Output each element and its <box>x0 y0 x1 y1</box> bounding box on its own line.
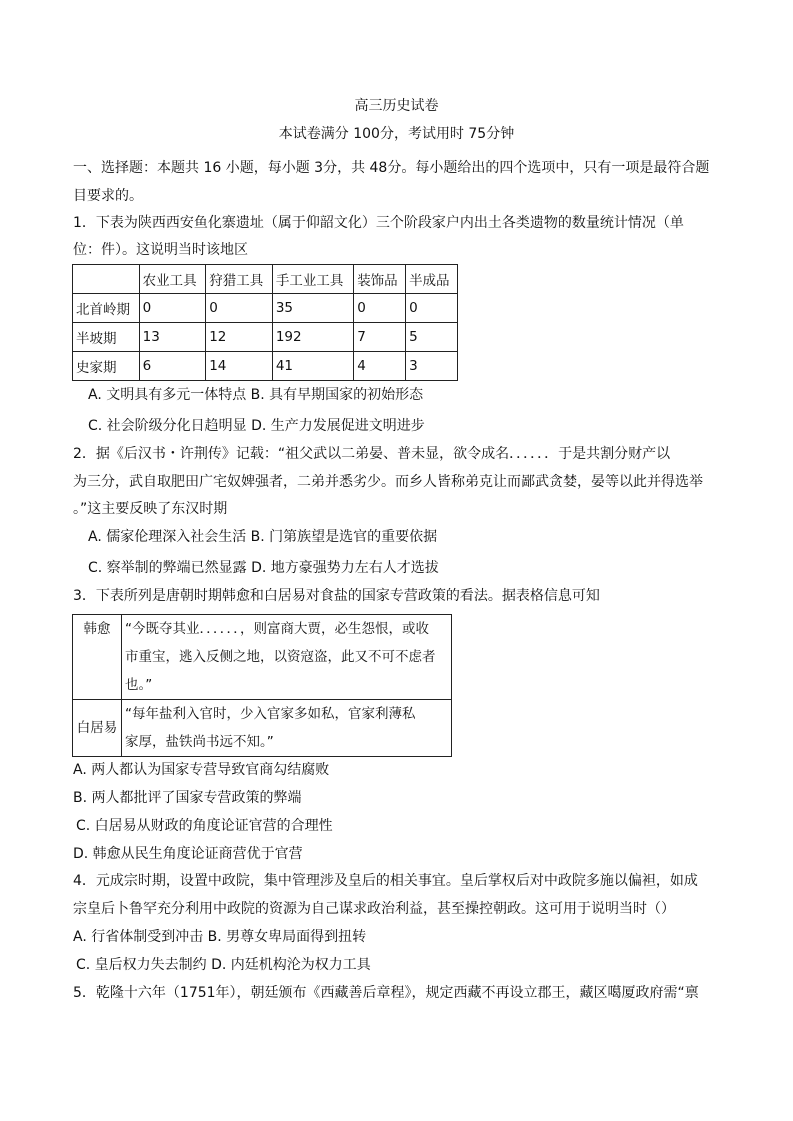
table-cell: 0 <box>139 294 206 323</box>
table-cell: 41 <box>272 352 353 381</box>
q3-option-b: B. 两人都批评了国家专营政策的弊端 <box>73 790 302 806</box>
table-cell: 7 <box>354 323 406 352</box>
table-cell: 0 <box>206 294 273 323</box>
q2-stem-line1: 2．据《后汉书・许荆传》记载：“祖父武以二弟晏、普未显，欲令成名．．．．．．于是共割分财产以 <box>73 446 671 462</box>
table-header-row <box>73 265 458 294</box>
table-cell: 半坡期 <box>73 323 140 352</box>
q3-stem: 3．下表所列是唐朝时期韩愈和白居易对食盐的国家专营政策的看法。据表格信息可知 <box>73 588 600 604</box>
table-cell: 12 <box>206 323 273 352</box>
table-cell: 半成品 <box>406 265 458 294</box>
table-cell: 192 <box>272 323 353 352</box>
table-cell: 5 <box>406 323 458 352</box>
section-instruction-line1: 一、选择题：本题共 16 小题，每小题 3分，共 48分。每小题给出的四个选项中，只有一项是最符合题 <box>73 160 710 176</box>
table-cell: 13 <box>139 323 206 352</box>
q4-stem-line1: 4．元成宗时期，设置中政院，集中管理涉及皇后的相关事宜。皇后掌权后对中政院多施以偏袒，如成 <box>73 873 698 889</box>
q2-options-cd: C. 察举制的弊端已然显露 D. 地方豪强势力左右人才选拔 <box>88 560 439 576</box>
q2-options-ab: A. 儒家伦理深入社会生活 B. 门第族望是选官的重要依据 <box>88 529 438 545</box>
q2-stem-line2: 为三分，武自取肥田广宅奴婢强者，二弟并悉劣少。而乡人皆称弟克让而鄙武贪婪，晏等以此并得选举 <box>73 474 703 490</box>
table-cell: 装饰品 <box>354 265 406 294</box>
table-cell: 35 <box>272 294 353 323</box>
exam-subtitle: 本试卷满分 100分，考试用时 75分钟 <box>278 126 515 142</box>
table-cell: 3 <box>406 352 458 381</box>
table-row <box>73 294 458 323</box>
q3-option-d: D. 韩愈从民生角度论证商营优于官营 <box>73 846 303 862</box>
exam-title: 高三历史试卷 <box>354 98 439 114</box>
quote-line: 市重宝，逃入反侧之地，以资寇盗，此又不可不虑者 <box>125 649 436 665</box>
table-row <box>73 615 452 700</box>
table-cell: 0 <box>354 294 406 323</box>
table-cell-quote <box>122 700 452 757</box>
q3-table <box>72 614 452 757</box>
table-cell: 0 <box>406 294 458 323</box>
table-cell: 农业工具 <box>139 265 206 294</box>
table-cell: 北首岭期 <box>73 294 140 323</box>
q1-stem-line1: 1．下表为陕西西安鱼化寨遗址（属于仰韶文化）三个阶段家户内出土各类遗物的数量统计情况（单 <box>73 215 684 231</box>
table-cell <box>73 265 140 294</box>
table-row <box>73 323 458 352</box>
table-row <box>73 352 458 381</box>
table-cell-name: 韩愈 <box>73 615 122 700</box>
q1-options-ab: A. 文明具有多元一体特点 B. 具有早期国家的初始形态 <box>88 387 424 403</box>
table-cell: 狩猎工具 <box>206 265 273 294</box>
table-cell: 6 <box>139 352 206 381</box>
table-row <box>73 700 452 757</box>
table-cell-name: 白居易 <box>73 700 122 757</box>
q1-table <box>72 264 458 381</box>
q4-stem-line2: 宗皇后卜鲁罕充分利用中政院的资源为自己谋求政治利益，甚至操控朝政。这可用于说明当时（） <box>73 901 675 917</box>
quote-line: “每年盐利入官时，少入官家多如私，官家利薄私 <box>125 706 416 722</box>
q4-options-cd: C. 皇后权力失去制约 D. 内廷机构沦为权力工具 <box>76 957 371 973</box>
q2-stem-line3: 。”这主要反映了东汉时期 <box>73 501 228 517</box>
table-cell: 4 <box>354 352 406 381</box>
table-cell: 手工业工具 <box>272 265 353 294</box>
q4-options-ab: A. 行省体制受到冲击 B. 男尊女卑局面得到扭转 <box>73 929 367 945</box>
table-cell: 史家期 <box>73 352 140 381</box>
section-instruction-line2: 目要求的。 <box>73 188 143 204</box>
quote-line: 家厚，盐铁尚书远不知。” <box>125 734 274 750</box>
quote-line: “今既夺其业．．．．．．，则富商大贾，必生怨恨，或收 <box>125 621 429 637</box>
q3-option-c: C. 白居易从财政的角度论证官营的合理性 <box>76 818 333 834</box>
q1-options-cd: C. 社会阶级分化日趋明显 D. 生产力发展促进文明进步 <box>88 418 425 434</box>
quote-line: 也。” <box>125 677 153 693</box>
q5-stem-line1: 5．乾隆十六年（1751年），朝廷颁布《西藏善后章程》，规定西藏不再设立郡王，藏区噶厦政府需“禀 <box>73 985 699 1001</box>
table-cell-quote <box>122 615 452 700</box>
q3-option-a: A. 两人都认为国家专营导致官商勾结腐败 <box>73 762 330 778</box>
q1-stem-line2: 位：件）。这说明当时该地区 <box>73 242 248 258</box>
table-cell: 14 <box>206 352 273 381</box>
